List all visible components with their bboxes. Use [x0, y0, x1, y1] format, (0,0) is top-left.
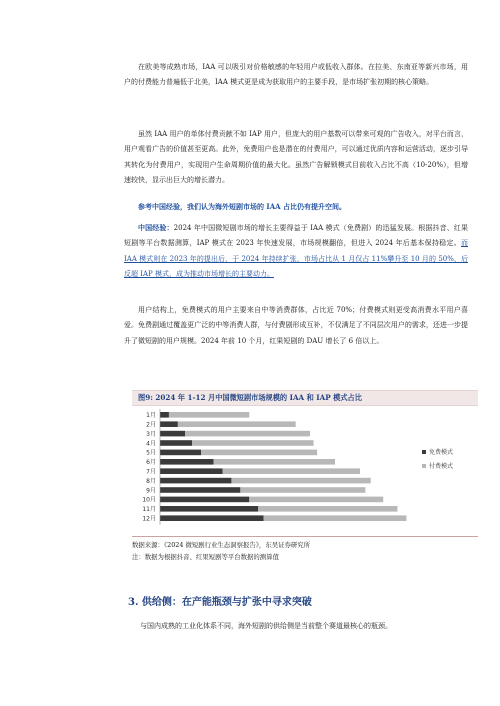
bar-segment: [231, 478, 370, 484]
bar-segment: [160, 506, 258, 512]
bar-segment: [160, 412, 169, 418]
paragraph-4: [124, 220, 468, 283]
section-paragraph: 与国内成熟的工业化体系不同，海外短剧的供给侧是当前整个赛道最核心的瓶颈。: [140, 622, 392, 630]
bar-segment: [160, 440, 192, 446]
figure-title: 图9: 2024 年 1-12 月中国微短剧市场规模的 IAA 和 IAP 模式占比: [138, 393, 362, 402]
bar-segment: [160, 431, 185, 437]
bar-segment: [160, 459, 214, 465]
bar-segment: [264, 515, 407, 521]
paragraph-2: 虽然 IAA 用户的单体付费贡献不如 IAP 用户，但庞大的用户基数可以带来可观的广告收入，对平台而言，用户观看广告的价值甚至更高。此外，免费用户也是潜在的付费用户，可以通过优质内容和运营活动，逐步引导其转化为付费用户，实现用户生命周期价值的最大化。虽然广告解锁模式目前收入占比不高（10-20%），但增速较快，显示出巨大的增长潜力。: [124, 130, 468, 185]
bar-segment: [160, 497, 249, 503]
bar-segment: [169, 412, 249, 418]
figure-note: 注：数据为根据抖音、红果短剧等平台数据的测算值: [132, 553, 279, 561]
paragraph-3-highlight: 参考中国经验，我们认为海外短剧市场的 IAA 占比仍有提升空间。: [138, 202, 347, 211]
paragraph-4-text-1: 2024 年中国微短剧市场的增长主要得益于 IAA 模式（免费剧）的迅猛发展。根据抖音、红果短剧等平台数据测算，IAP 模式在 2023 年快速发展，市场规模翻倍，但进入 2024 年后基本保持稳定。: [124, 224, 468, 248]
bar-segment: [223, 468, 361, 474]
bar-segment: [160, 515, 264, 521]
legend-swatch: [422, 450, 426, 454]
bar-segment: [160, 421, 178, 427]
figure-divider: [132, 536, 478, 537]
stacked-bar-chart: [132, 404, 478, 536]
section-heading: 3. 供给侧：在产能瓶颈与扩张中寻求突破: [128, 597, 312, 608]
paragraph-4-label: 中国经验：: [138, 223, 174, 232]
legend-label: 免费模式: [429, 449, 454, 456]
paragraph-4-text-2: 而 IAA 模式则在 2023 年的提出后，于 2024 年持续扩张，市场占比从 1 月仅占 11%攀升至 10 月的 50%，后反超 IAP 模式，成为推动市场增长的主要动力。: [124, 239, 468, 279]
y-tick-label: 8月: [146, 477, 156, 485]
y-tick-label: 10月: [142, 496, 156, 504]
bar-segment: [160, 468, 223, 474]
chart-container: [132, 404, 478, 536]
bar-segment: [160, 487, 240, 493]
bar-segment: [160, 478, 231, 484]
y-tick-label: 2月: [146, 421, 156, 429]
y-tick-label: 1月: [146, 412, 156, 420]
paragraph-5: 用户结构上，免费模式的用户主要来自中等消费群体，占比近 70%；付费模式则更受高消费水平用户喜爱。免费剧通过覆盖更广泛的中等消费人群，与付费剧形成互补，不仅满足了不同层次用户的需求，还进一步提升了微短剧的用户规模。2024 年前 10 个月，红果短剧的 DAU 增长了 6 倍以上。: [124, 306, 468, 345]
y-tick-label: 9月: [146, 487, 156, 495]
y-tick-label: 7月: [146, 468, 156, 476]
bar-segment: [240, 487, 365, 493]
y-tick-label: 3月: [146, 430, 156, 438]
y-tick-label: 12月: [142, 515, 156, 523]
figure-source: 数据来源：《2024 微短剧行业生态洞察报告》，东吴证券研究所: [132, 541, 311, 549]
legend-label: 付费模式: [429, 463, 454, 470]
paragraph-1: 在欧美等成熟市场，IAA 可以吸引对价格敏感的年轻用户或低收入群体。在拉美、东南亚等新兴市场，用户的付费能力普遍低于北美，IAA 模式更是成为获取用户的主要手段，是市场扩张初期的核心策略。: [124, 63, 468, 87]
bar-segment: [178, 421, 296, 427]
bar-segment: [185, 431, 310, 437]
y-tick-label: 4月: [146, 440, 156, 448]
bar-segment: [160, 450, 201, 456]
bar-segment: [214, 459, 335, 465]
y-tick-label: 11月: [142, 506, 156, 514]
bar-segment: [192, 440, 313, 446]
bar-segment: [249, 497, 383, 503]
bar-segment: [201, 450, 317, 456]
legend-swatch: [422, 464, 426, 468]
y-tick-label: 5月: [146, 449, 156, 457]
y-tick-label: 6月: [146, 459, 156, 467]
bar-segment: [258, 506, 397, 512]
